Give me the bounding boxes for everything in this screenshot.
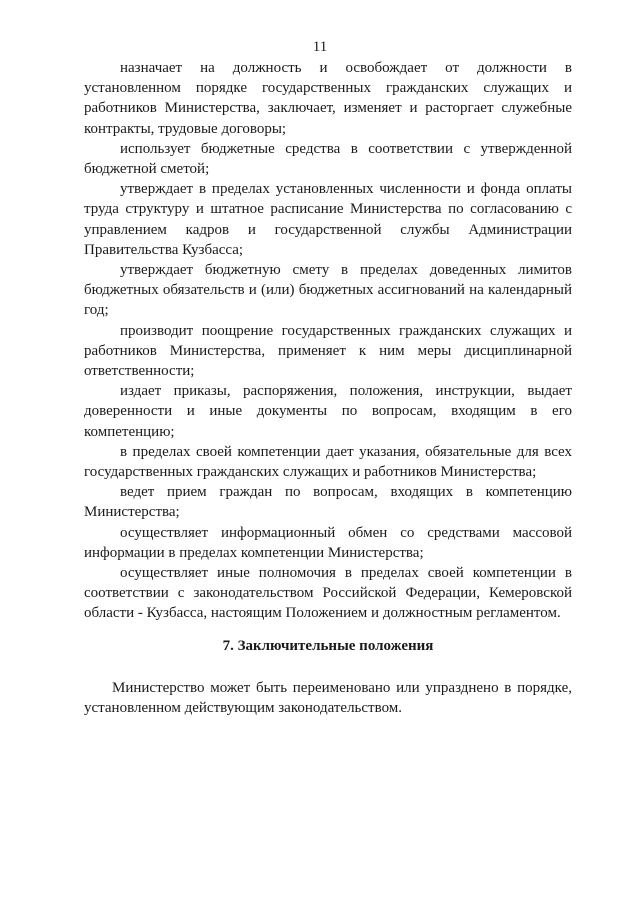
paragraph-final-provision: Министерство может быть переименовано или упразднено в порядке, установленном действующим законодательством.: [84, 680, 572, 717]
paragraph-appoint-dismiss: назначает на должность и освобождает от должности в установленном порядке государственных гражданских служащих и работников Министерства, заключает, изменяет и расторгает служебные контракты, трудовые договоры;: [84, 60, 572, 137]
final-provisions: [84, 678, 572, 718]
paragraph-orders: издает приказы, распоряжения, положения, инструкции, выдает доверенности и иные документы по вопросам, входящим в его компетенцию;: [84, 383, 572, 440]
page-number: 11: [312, 39, 328, 55]
paragraph-rewards-discipline: производит поощрение государственных гражданских служащих и работников Министерства, применяет к ним меры дисциплинарной ответственности;: [84, 322, 572, 380]
paragraph-instructions: в пределах своей компетенции дает указания, обязательные для всех государственных гражданских служащих и работников Министерства;: [84, 443, 572, 481]
paragraph-citizen-reception: ведет прием граждан по вопросам, входящих в компетенцию Министерства;: [84, 484, 572, 521]
paragraph-other-powers: осуществляет иные полномочия в пределах своей компетенции в соответствии с законодательством Российской Федерации, Кемеровской области - Кузбасса, настоящим Положением и должностным регламентом.: [84, 565, 572, 622]
paragraph-budget-funds: использует бюджетные средства в соответствии с утвержденной бюджетной сметой;: [84, 140, 572, 178]
paragraph-budget-estimate: утверждает бюджетную смету в пределах доведенных лимитов бюджетных обязательств и (или) бюджетных ассигнований на календарный год;: [84, 262, 572, 319]
section-title: 7. Заключительные положения: [222, 638, 434, 654]
powers-list: [84, 58, 572, 624]
paragraph-media-exchange: осуществляет информационный обмен со средствами массовой информации в пределах компетенции Министерства;: [84, 524, 572, 561]
paragraph-staff-structure: утверждает в пределах установленных численности и фонда оплаты труда структуру и штатное расписание Министерства по согласованию с управлением кадров и государственной службы Администрации Правительства Кузбасса;: [84, 181, 572, 258]
